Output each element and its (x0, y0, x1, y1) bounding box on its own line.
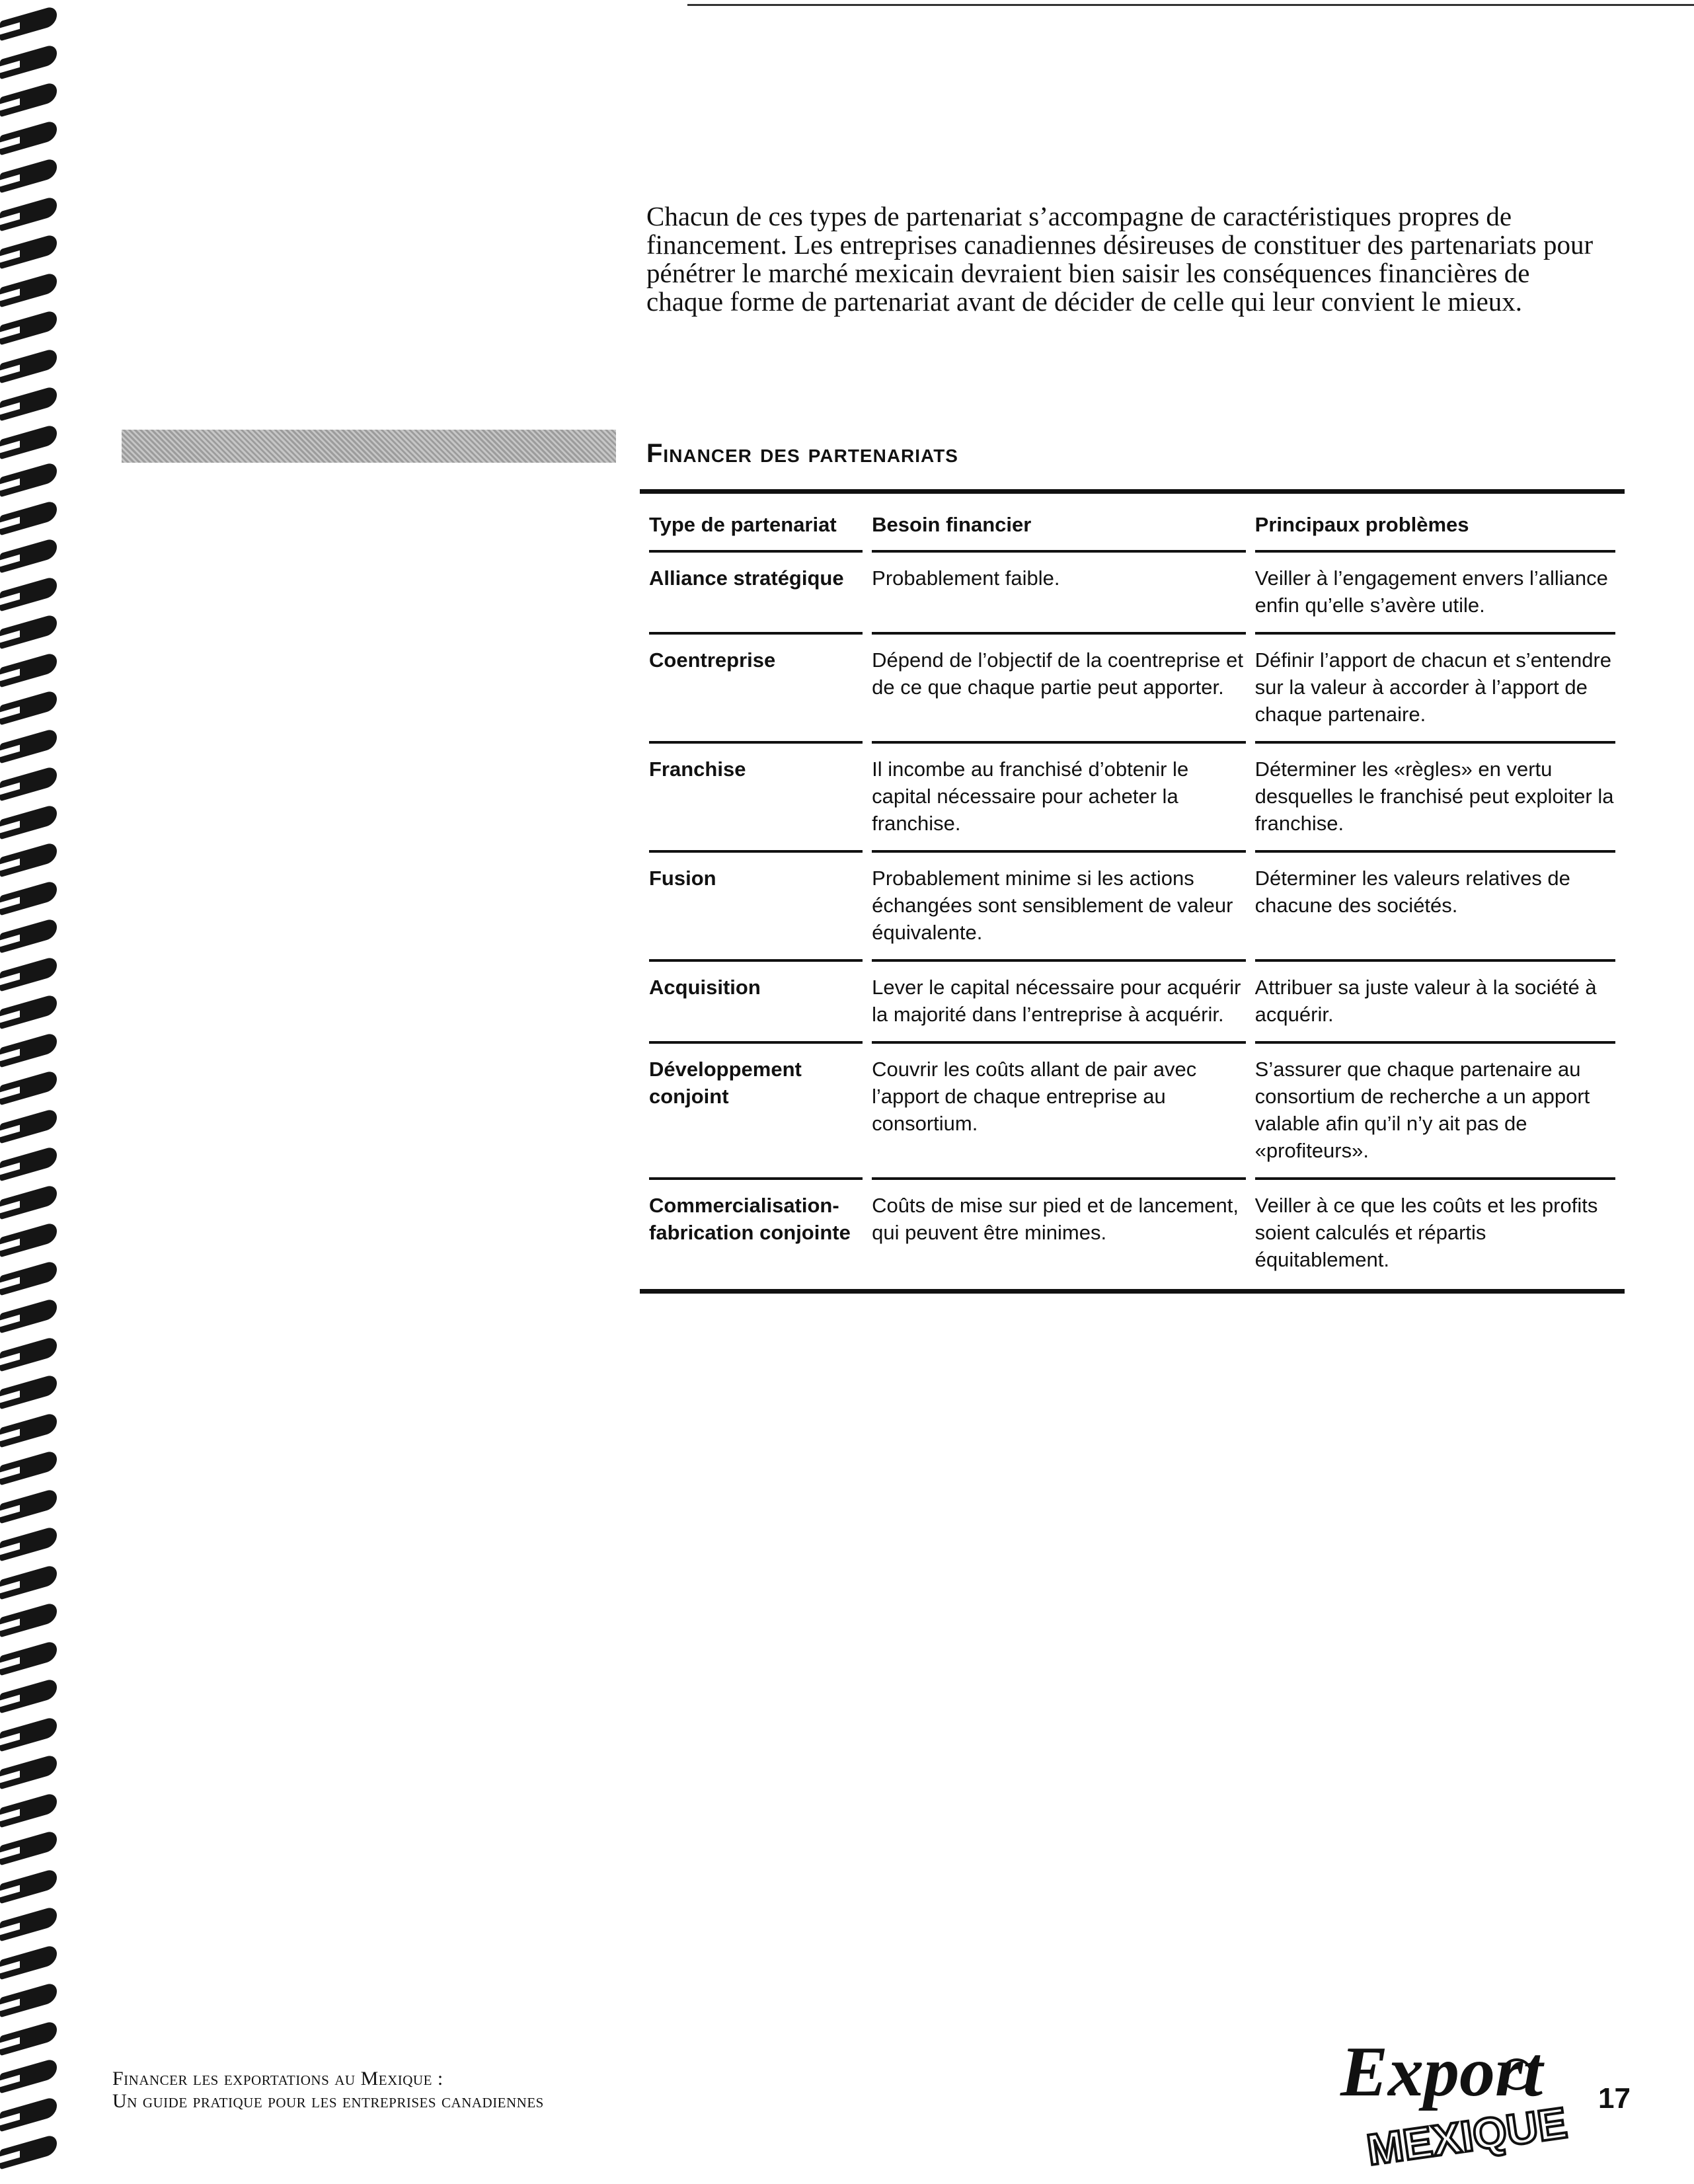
binding-ring (0, 1867, 57, 1904)
page-number: 17 (1598, 2082, 1631, 2115)
binding-ring (0, 575, 57, 611)
binding-ring (0, 1146, 57, 1182)
cell-type: Acquisition (649, 962, 863, 1044)
binding-ring (0, 5, 57, 42)
cell-type: Développement conjoint (649, 1044, 863, 1180)
binding-ring (0, 2019, 57, 2056)
binding-ring (0, 271, 57, 307)
binding-ring (0, 994, 57, 1030)
binding-ring (0, 2058, 57, 2094)
binding-ring (0, 1715, 57, 1752)
binding-ring (0, 43, 57, 79)
table-row (649, 553, 1615, 635)
binding-ring (0, 841, 57, 878)
binding-ring (0, 955, 57, 992)
binding-ring (0, 1943, 57, 1980)
cell-problem: Déterminer les «règles» en vertu desquelles le franchisé peut exploiter la franchise. (1255, 744, 1615, 853)
binding-ring (0, 537, 57, 574)
binding-ring (0, 195, 57, 231)
cell-type: Coentreprise (649, 635, 863, 744)
binding-ring (0, 119, 57, 155)
cell-problem: Attribuer sa juste valeur à la société à acquérir. (1255, 962, 1615, 1044)
binding-ring (0, 1070, 57, 1106)
binding-ring (0, 1906, 57, 1942)
binding-ring (0, 1602, 57, 1638)
cell-need: Coûts de mise sur pied et de lancement, qui peuvent être minimes. (872, 1194, 1239, 1244)
header-type: Type de partenariat (649, 494, 863, 553)
intro-paragraph: Chacun de ces types de partenariat s’accompagne de caractéristiques propres de financement. Les entreprises canadiennes désireuses de constituer des partenariats pour pénétrer le marché mexicain devraient bien saisir les conséquences financières de chaque forme de partenariat avant de décider de celle qui leur convient le mieux. (646, 201, 1594, 317)
table-row (649, 853, 1615, 962)
logo-word-mexique: MEXIQUE (1364, 2097, 1570, 2175)
binding-ring (0, 2095, 57, 2132)
binding-ring (0, 727, 57, 763)
binding-ring (0, 765, 57, 802)
binding-ring (0, 1830, 57, 1866)
binding-ring (0, 309, 57, 346)
binding-ring (0, 2134, 57, 2170)
binding-ring (0, 81, 57, 118)
binding-ring (0, 423, 57, 459)
cell-type: Franchise (649, 744, 863, 853)
cell-problem: Déterminer les valeurs relatives de chacune des sociétés. (1255, 853, 1615, 962)
binding-ring (0, 347, 57, 383)
binding-ring (0, 1563, 57, 1600)
spiral-binding (0, 0, 73, 2184)
binding-ring (0, 879, 57, 916)
cell-type: Alliance stratégique (649, 553, 863, 635)
header-need: Besoin financier (872, 494, 1246, 553)
binding-ring (0, 651, 57, 687)
binding-ring (0, 917, 57, 954)
binding-ring (0, 1259, 57, 1296)
binding-ring (0, 1791, 57, 1828)
export-mexique-logo (1328, 2023, 1570, 2184)
binding-ring (0, 1639, 57, 1676)
binding-ring (0, 1487, 57, 1524)
cell-need: Probablement minime si les actions échangées sont sensiblement de valeur équivalente. (872, 853, 1246, 962)
top-rule (687, 4, 1694, 6)
binding-ring (0, 1031, 57, 1068)
header-problem: Principaux problèmes (1255, 494, 1615, 553)
binding-ring (0, 157, 57, 194)
table-row (649, 962, 1615, 1044)
binding-ring (0, 461, 57, 498)
footer-title (112, 2068, 544, 2113)
cell-need: Dépend de l’objectif de la coentreprise et de ce que chaque partie peut apporter. (872, 635, 1246, 744)
cell-type: Commercialisation-fabrication conjointe (649, 1194, 851, 1244)
footer-line-2: Un guide pratique pour les entreprises canadiennes (112, 2090, 544, 2112)
binding-ring (0, 1374, 57, 1410)
cell-need: Couvrir les coûts allant de pair avec l’apport de chaque entreprise au consortium. (872, 1044, 1246, 1180)
cell-problem: S’assurer que chaque partenaire au consortium de recherche a un apport valable afin qu’il n’y ait pas de «profiteurs». (1255, 1044, 1615, 1180)
binding-ring (0, 613, 57, 650)
footer-line-1: Financer les exportations au Mexique : (112, 2068, 443, 2089)
table-row (649, 1180, 1615, 1289)
binding-ring (0, 385, 57, 422)
binding-ring (0, 1411, 57, 1448)
cell-problem: Veiller à l’engagement envers l’alliance enfin qu’elle s’avère utile. (1255, 553, 1615, 635)
logo-word-export: Export (1340, 2033, 1543, 2111)
binding-ring (0, 1298, 57, 1334)
section-marker-bar (122, 430, 616, 463)
financing-table (640, 489, 1625, 1294)
table-row (649, 635, 1615, 744)
table-row (649, 744, 1615, 853)
binding-ring (0, 1222, 57, 1258)
table-header-row (649, 494, 1615, 553)
cell-type: Fusion (649, 853, 863, 962)
binding-ring (0, 803, 57, 839)
binding-ring (0, 1335, 57, 1372)
cell-problem: Définir l’apport de chacun et s’entendre sur la valeur à accorder à l’apport de chaque partenaire. (1255, 635, 1615, 744)
binding-ring (0, 1754, 57, 1790)
binding-ring (0, 1450, 57, 1486)
binding-ring (0, 233, 57, 270)
cell-need: Probablement faible. (872, 553, 1246, 635)
table-row (649, 1044, 1615, 1180)
binding-ring (0, 1107, 57, 1144)
cell-need: Il incombe au franchisé d’obtenir le capital nécessaire pour acheter la franchise. (872, 744, 1246, 853)
binding-ring (0, 1678, 57, 1714)
cell-need: Lever le capital nécessaire pour acquérir la majorité dans l’entreprise à acquérir. (872, 962, 1246, 1044)
cell-problem: Veiller à ce que les coûts et les profits soient calculés et répartis équitablement. (1254, 1194, 1598, 1271)
binding-ring (0, 689, 57, 726)
binding-ring (0, 1982, 57, 2018)
binding-ring (0, 499, 57, 535)
binding-ring (0, 1526, 57, 1562)
section-title: Financer des partenariats (646, 439, 958, 468)
binding-ring (0, 1183, 57, 1220)
